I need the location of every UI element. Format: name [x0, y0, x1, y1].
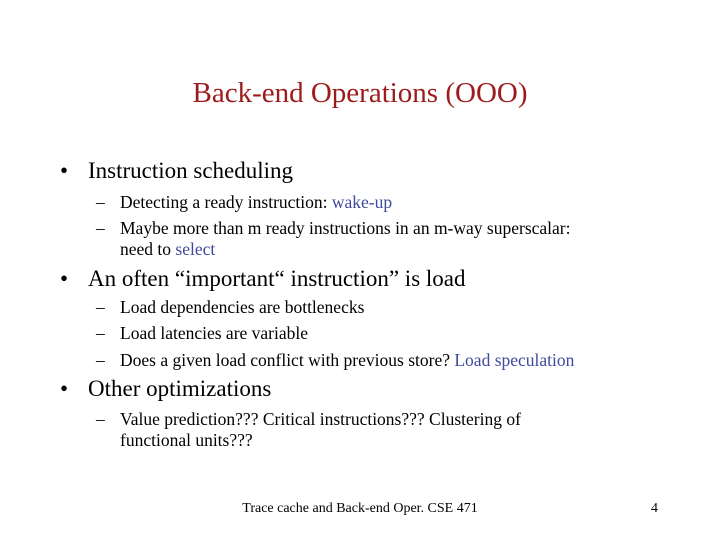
- sub-text: Load latencies are variable: [120, 323, 309, 343]
- bullet-text: Instruction scheduling: [88, 158, 294, 183]
- sub-text: Does a given load conflict with previous store?: [120, 350, 455, 370]
- sub-text-line2: need to: [120, 239, 176, 259]
- sub-text-line2: functional units???: [120, 430, 253, 450]
- dash: –: [96, 350, 105, 370]
- bullet-text: An often “important“ instruction” is load: [88, 266, 466, 291]
- bullet-dot: •: [60, 266, 69, 291]
- page-number: 4: [651, 501, 658, 516]
- sub-text: Detecting a ready instruction:: [120, 192, 332, 212]
- dash: –: [96, 192, 105, 212]
- dash: –: [96, 297, 105, 317]
- bullet-other-optimizations: [60, 376, 271, 402]
- bullet-dot: •: [60, 158, 69, 183]
- sub-text: Value prediction??? Critical instructions??? Clustering of: [120, 409, 521, 429]
- bullet-dot: •: [60, 376, 69, 401]
- highlight-select: select: [175, 239, 216, 259]
- dash: –: [96, 218, 105, 238]
- bullet-instruction-scheduling: [60, 158, 293, 184]
- dash: –: [96, 409, 105, 429]
- bullet-text: Other optimizations: [88, 376, 272, 401]
- sub-text: Load dependencies are bottlenecks: [120, 297, 365, 317]
- slide-footer: Trace cache and Back-end Oper. CSE 471: [242, 501, 478, 516]
- slide-title: Back-end Operations (OOO): [192, 77, 528, 109]
- highlight-load-speculation: Load speculation: [454, 350, 575, 370]
- dash: –: [96, 323, 105, 343]
- sub-text: Maybe more than m ready instructions in an m-way superscalar:: [120, 218, 571, 238]
- bullet-load: [60, 266, 466, 292]
- highlight-wake-up: wake-up: [331, 192, 393, 212]
